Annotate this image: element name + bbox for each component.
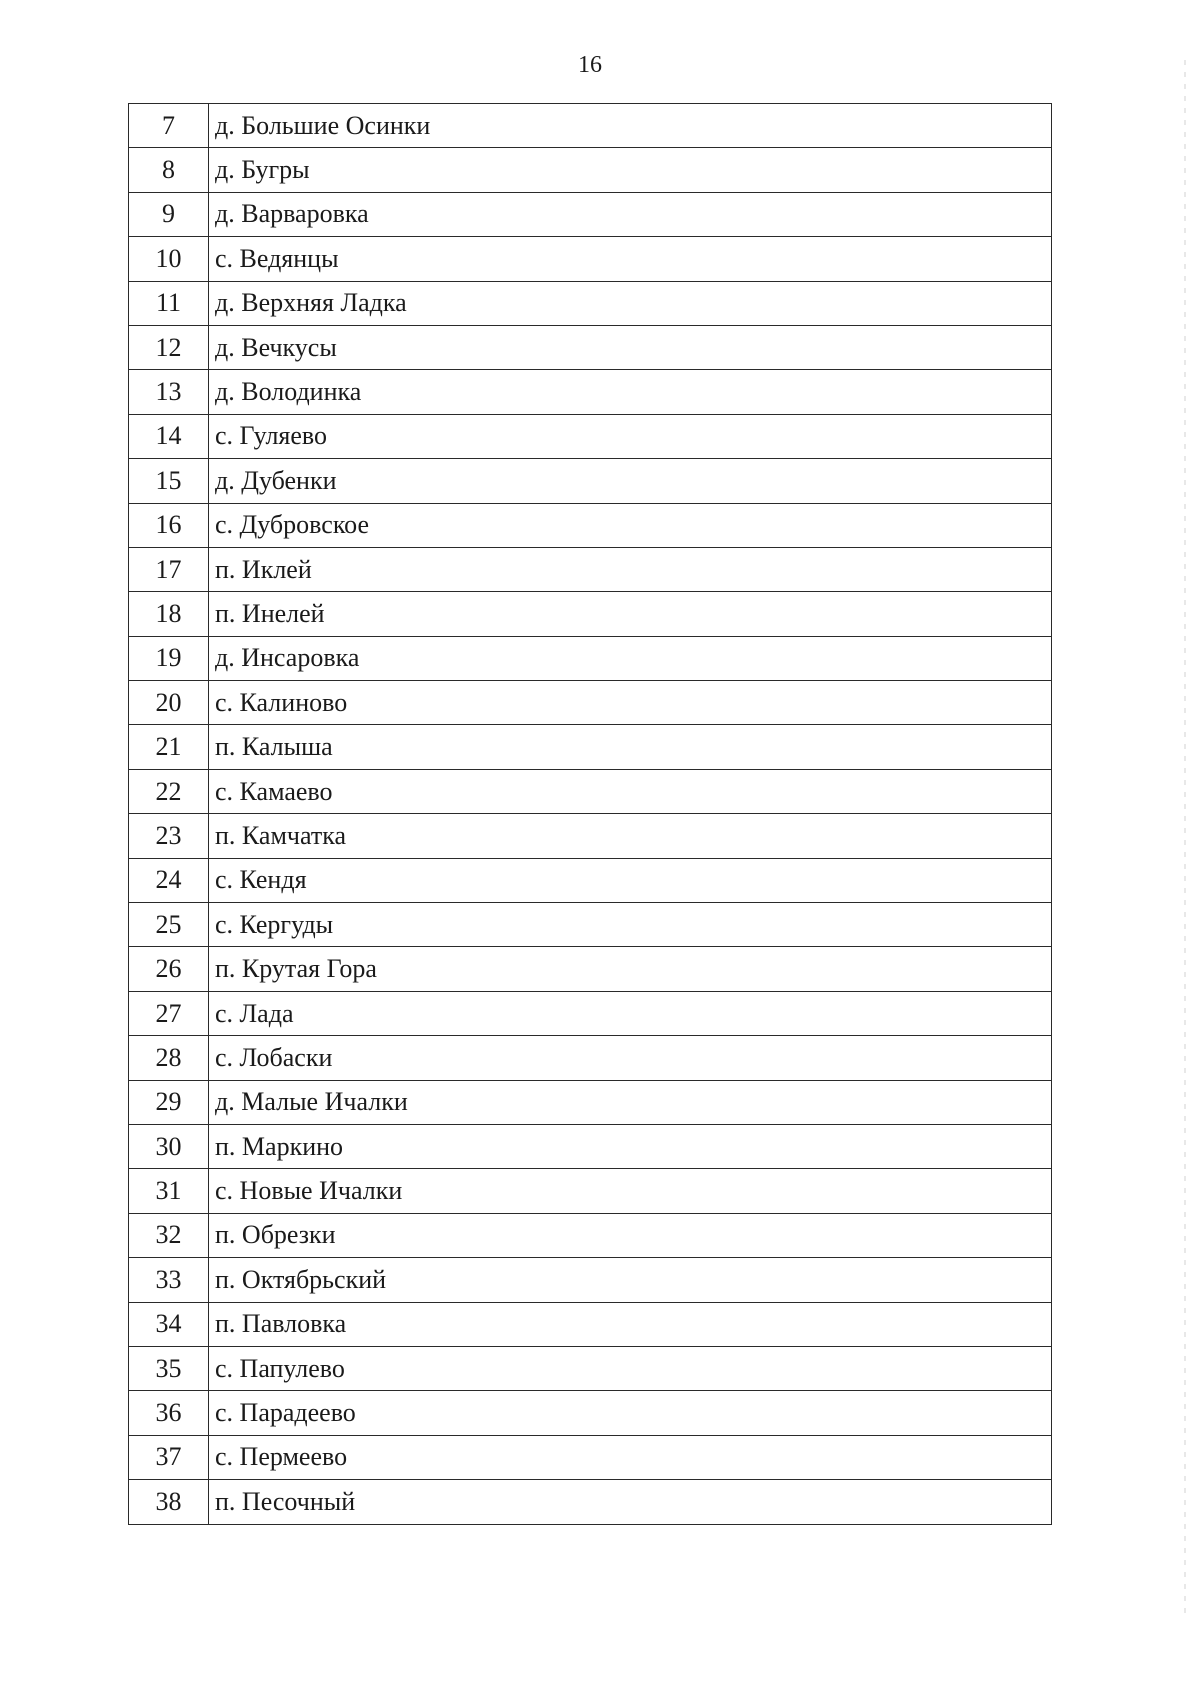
- row-number-cell: 8: [129, 148, 209, 192]
- table-row: [129, 414, 1052, 458]
- table-row: [129, 547, 1052, 591]
- table-row: [129, 903, 1052, 947]
- row-number-cell: 25: [129, 903, 209, 947]
- row-number-cell: 7: [129, 104, 209, 148]
- settlement-name-cell: п. Маркино: [209, 1124, 1052, 1168]
- table-row: [129, 592, 1052, 636]
- row-number-cell: 35: [129, 1346, 209, 1390]
- settlements-table: [128, 103, 1052, 1525]
- table-row: [129, 1124, 1052, 1168]
- row-number-cell: 18: [129, 592, 209, 636]
- settlement-name-cell: с. Папулево: [209, 1346, 1052, 1390]
- table-row: [129, 1213, 1052, 1257]
- settlement-name-cell: д. Дубенки: [209, 459, 1052, 503]
- page-number: 16: [578, 52, 602, 78]
- settlement-name-cell: с. Дубровское: [209, 503, 1052, 547]
- table-row: [129, 104, 1052, 148]
- row-number-cell: 33: [129, 1258, 209, 1302]
- settlement-name-cell: п. Камчатка: [209, 814, 1052, 858]
- row-number-cell: 28: [129, 1036, 209, 1080]
- table-row: [129, 725, 1052, 769]
- settlement-name-cell: д. Малые Ичалки: [209, 1080, 1052, 1124]
- row-number-cell: 11: [129, 281, 209, 325]
- row-number-cell: 34: [129, 1302, 209, 1346]
- settlement-name-cell: д. Вечкусы: [209, 325, 1052, 369]
- table-row: [129, 1435, 1052, 1479]
- settlement-name-cell: п. Иклей: [209, 547, 1052, 591]
- settlement-name-cell: п. Калыша: [209, 725, 1052, 769]
- settlement-name-cell: с. Пермеево: [209, 1435, 1052, 1479]
- table-row: [129, 769, 1052, 813]
- table-row: [129, 459, 1052, 503]
- scan-edge-artifact: [1184, 60, 1186, 1620]
- settlement-name-cell: п. Песочный: [209, 1480, 1052, 1524]
- row-number-cell: 12: [129, 325, 209, 369]
- settlement-name-cell: д. Большие Осинки: [209, 104, 1052, 148]
- table-row: [129, 503, 1052, 547]
- row-number-cell: 36: [129, 1391, 209, 1435]
- settlement-name-cell: с. Калиново: [209, 681, 1052, 725]
- settlement-name-cell: с. Новые Ичалки: [209, 1169, 1052, 1213]
- row-number-cell: 19: [129, 636, 209, 680]
- table-row: [129, 148, 1052, 192]
- settlement-name-cell: с. Камаево: [209, 769, 1052, 813]
- table-row: [129, 681, 1052, 725]
- table-row: [129, 1258, 1052, 1302]
- row-number-cell: 32: [129, 1213, 209, 1257]
- row-number-cell: 29: [129, 1080, 209, 1124]
- settlement-name-cell: п. Октябрьский: [209, 1258, 1052, 1302]
- row-number-cell: 24: [129, 858, 209, 902]
- table-row: [129, 1346, 1052, 1390]
- row-number-cell: 31: [129, 1169, 209, 1213]
- table-row: [129, 281, 1052, 325]
- table-row: [129, 991, 1052, 1035]
- row-number-cell: 13: [129, 370, 209, 414]
- table-row: [129, 858, 1052, 902]
- table-row: [129, 1036, 1052, 1080]
- settlement-name-cell: д. Бугры: [209, 148, 1052, 192]
- row-number-cell: 23: [129, 814, 209, 858]
- row-number-cell: 26: [129, 947, 209, 991]
- row-number-cell: 14: [129, 414, 209, 458]
- table-row: [129, 1080, 1052, 1124]
- settlement-name-cell: с. Парадеево: [209, 1391, 1052, 1435]
- settlement-name-cell: с. Ведянцы: [209, 237, 1052, 281]
- settlement-name-cell: с. Лобаски: [209, 1036, 1052, 1080]
- settlement-name-cell: п. Инелей: [209, 592, 1052, 636]
- row-number-cell: 37: [129, 1435, 209, 1479]
- row-number-cell: 17: [129, 547, 209, 591]
- row-number-cell: 16: [129, 503, 209, 547]
- table-row: [129, 1480, 1052, 1524]
- table-row: [129, 814, 1052, 858]
- table-row: [129, 237, 1052, 281]
- row-number-cell: 38: [129, 1480, 209, 1524]
- row-number-cell: 20: [129, 681, 209, 725]
- settlement-name-cell: п. Павловка: [209, 1302, 1052, 1346]
- table-row: [129, 1169, 1052, 1213]
- settlement-name-cell: д. Инсаровка: [209, 636, 1052, 680]
- settlement-name-cell: д. Володинка: [209, 370, 1052, 414]
- table-row: [129, 192, 1052, 236]
- settlement-name-cell: с. Лада: [209, 991, 1052, 1035]
- settlement-name-cell: с. Гуляево: [209, 414, 1052, 458]
- table-row: [129, 636, 1052, 680]
- settlement-name-cell: с. Кендя: [209, 858, 1052, 902]
- table-row: [129, 370, 1052, 414]
- settlement-name-cell: п. Крутая Гора: [209, 947, 1052, 991]
- table-row: [129, 947, 1052, 991]
- row-number-cell: 30: [129, 1124, 209, 1168]
- row-number-cell: 15: [129, 459, 209, 503]
- table-row: [129, 1391, 1052, 1435]
- row-number-cell: 9: [129, 192, 209, 236]
- settlement-name-cell: д. Верхняя Ладка: [209, 281, 1052, 325]
- table-row: [129, 325, 1052, 369]
- settlement-name-cell: с. Кергуды: [209, 903, 1052, 947]
- row-number-cell: 10: [129, 237, 209, 281]
- row-number-cell: 22: [129, 769, 209, 813]
- settlement-name-cell: д. Варваровка: [209, 192, 1052, 236]
- table-row: [129, 1302, 1052, 1346]
- settlement-name-cell: п. Обрезки: [209, 1213, 1052, 1257]
- row-number-cell: 27: [129, 991, 209, 1035]
- table-body: [129, 104, 1052, 1525]
- row-number-cell: 21: [129, 725, 209, 769]
